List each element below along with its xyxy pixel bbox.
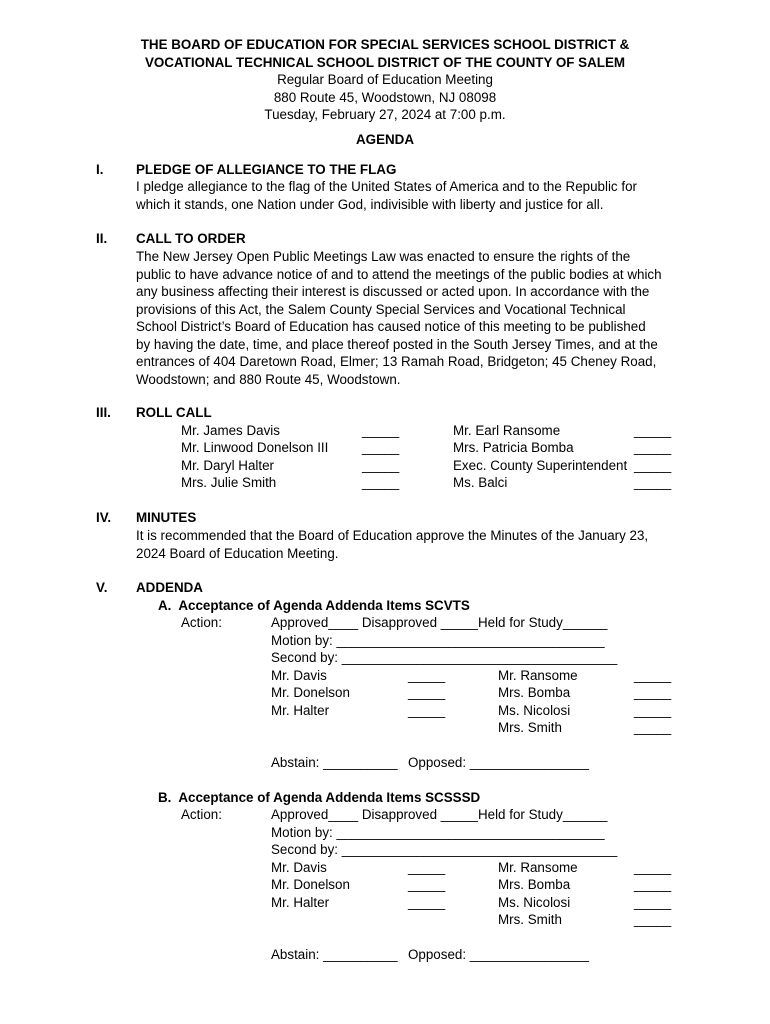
vote-blank: _____ [634,877,672,892]
vote-member: Ms. Nicolosi [498,703,571,718]
vote-blank: _____ [408,685,446,700]
vote-blank: _____ [408,877,446,892]
document-header [0,36,770,124]
vote-member: Mr. Donelson [271,877,350,892]
subsection-b-motion-by: Motion by: ____________________________________ [271,825,605,840]
roll-call-member: Mrs. Julie Smith [181,475,277,490]
roll-call-member: Mrs. Patricia Bomba [453,440,574,455]
agenda-title: AGENDA [355,132,415,147]
header-date-time: Tuesday, February 27, 2024 at 7:00 p.m. [264,107,506,122]
roll-call-blank: _____ [634,440,672,455]
section-1-body: I pledge allegiance to the flag of the United States of America and to the Republic for which it stands, one Nation under God, indivisible with liberty and justice for all. [136,179,637,212]
roll-call-member: Mr. Earl Ransome [453,423,561,438]
vote-blank: _____ [634,668,672,683]
section-4-title: MINUTES [136,510,197,525]
subsection-a-title: A. Acceptance of Agenda Addenda Items SCVTS [158,598,470,613]
vote-blank: _____ [634,703,672,718]
vote-member: Mrs. Smith [498,912,562,927]
vote-member: Ms. Nicolosi [498,895,571,910]
roll-call-member: Mr. Linwood Donelson III [181,440,329,455]
vote-member: Mr. Halter [271,703,330,718]
vote-member: Mr. Ransome [498,860,578,875]
section-2-title: CALL TO ORDER [136,231,246,246]
roll-call-member: Ms. Balci [453,475,508,490]
subsection-a-second-by: Second by: _____________________________________ [271,650,618,665]
vote-blank: _____ [408,703,446,718]
section-2-body: The New Jersey Open Public Meetings Law was enacted to ensure the rights of the public to have advance notice of and to attend the meetings of the public bodies at which any business affecting their interest is discussed or acted upon. In accordance with the provisions of this Act, the Salem County Special Services and Vocational Technical School District’s Board of Education has caused notice of this meeting to be published by having the date, time, and place thereof posted in the South Jersey Times, and at the entrances of 404 Daretown Road, Elmer; 13 Ramah Road, Bridgeton; 45 Cheney Road, Woodstown; and 880 Route 45, Woodstown. [136,249,662,387]
section-4-numeral: IV. [96,510,112,525]
vote-blank: _____ [634,912,672,927]
section-5-title: ADDENDA [136,580,203,595]
header-district-line-1: THE BOARD OF EDUCATION FOR SPECIAL SERVICES SCHOOL DISTRICT & [140,37,630,52]
roll-call-blank: _____ [634,423,672,438]
header-meeting-type: Regular Board of Education Meeting [277,72,493,87]
vote-member: Mr. Ransome [498,668,578,683]
vote-member: Mrs. Bomba [498,877,571,892]
subsection-a-abstain: Abstain: __________ [271,755,398,770]
vote-blank: _____ [408,895,446,910]
subsection-b-title: B. Acceptance of Agenda Addenda Items SCSSSD [158,790,481,805]
subsection-b-opposed: Opposed: ________________ [408,947,589,962]
header-address: 880 Route 45, Woodstown, NJ 08098 [273,89,497,105]
section-4-body: It is recommended that the Board of Education approve the Minutes of the January 23, 2024 Board of Education Meeting. [136,528,649,561]
vote-member: Mr. Davis [271,860,327,875]
subsection-b-abstain: Abstain: __________ [271,947,398,962]
vote-member: Mr. Davis [271,668,327,683]
subsection-b-action-label: Action: [181,807,222,822]
section-1-numeral: I. [96,162,104,177]
subsection-b-action-options: Approved____ Disapproved _____Held for Study______ [271,807,608,822]
roll-call-blank: _____ [634,458,672,473]
vote-blank: _____ [634,685,672,700]
vote-blank: _____ [634,720,672,735]
subsection-b-second-by: Second by: _____________________________________ [271,842,618,857]
roll-call-member: Mr. Daryl Halter [181,458,275,473]
vote-blank: _____ [634,860,672,875]
section-3-numeral: III. [96,405,111,420]
vote-blank: _____ [408,860,446,875]
roll-call-blank: _____ [362,440,400,455]
roll-call-blank: _____ [362,423,400,438]
vote-member: Mrs. Smith [498,720,562,735]
roll-call-blank: _____ [362,458,400,473]
section-5-numeral: V. [96,580,108,595]
roll-call-blank: _____ [634,475,672,490]
section-3-title: ROLL CALL [136,405,212,420]
subsection-a-motion-by: Motion by: ____________________________________ [271,633,605,648]
section-1-title: PLEDGE OF ALLEGIANCE TO THE FLAG [136,162,397,177]
vote-member: Mr. Donelson [271,685,350,700]
roll-call-blank: _____ [362,475,400,490]
header-district-line-2: VOCATIONAL TECHNICAL SCHOOL DISTRICT OF THE COUNTY OF SALEM [144,54,626,70]
vote-blank: _____ [634,895,672,910]
subsection-a-action-label: Action: [181,615,222,630]
subsection-a-action-options: Approved____ Disapproved _____Held for Study______ [271,615,608,630]
vote-member: Mrs. Bomba [498,685,571,700]
roll-call-member: Exec. County Superintendent [453,458,628,473]
subsection-a-opposed: Opposed: ________________ [408,755,589,770]
roll-call-member: Mr. James Davis [181,423,280,438]
vote-member: Mr. Halter [271,895,330,910]
section-2-numeral: II. [96,231,108,246]
vote-blank: _____ [408,668,446,683]
